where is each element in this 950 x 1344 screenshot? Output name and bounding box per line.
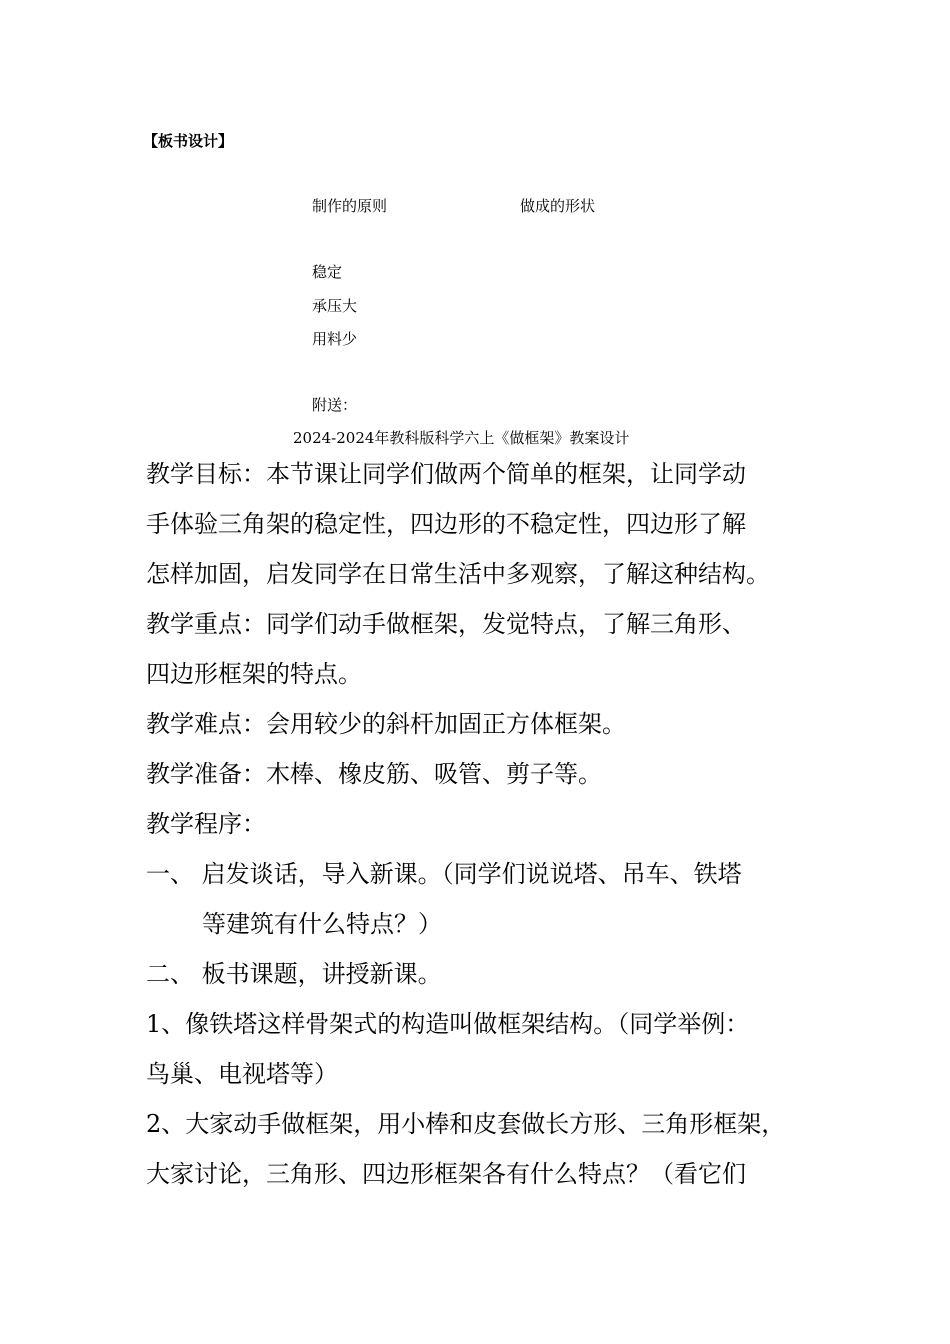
body-line: 大家讨论，三角形、四边形框架各有什么特点？（看它们 bbox=[146, 1160, 746, 1188]
body-line: 四边形框架的特点。 bbox=[146, 660, 362, 688]
body-line: 鸟巢、电视塔等） bbox=[146, 1060, 338, 1088]
board-design-heading: 【板书设计】 bbox=[143, 132, 234, 150]
body-line: 怎样加固，启发同学在日常生活中多观察，了解这种结构。 bbox=[146, 560, 770, 588]
body-line: 教学目标：本节课让同学们做两个简单的框架，让同学动 bbox=[146, 460, 746, 488]
body-line: 一、 启发谈话，导入新课。（同学们说说塔、吊车、铁塔 bbox=[146, 860, 742, 888]
board-item: 稳定 bbox=[312, 263, 343, 281]
appendix-label: 附送： bbox=[312, 396, 358, 414]
body-line: 二、 板书课题，讲授新课。 bbox=[146, 960, 442, 988]
board-item: 承压大 bbox=[312, 297, 358, 315]
board-item: 用料少 bbox=[312, 330, 358, 348]
body-line: 教学重点：同学们动手做框架，发觉特点，了解三角形、 bbox=[146, 610, 746, 638]
body-line: 2、大家动手做框架，用小棒和皮套做长方形、三角形框架， bbox=[146, 1110, 786, 1138]
body-line: 手体验三角架的稳定性，四边形的不稳定性，四边形了解 bbox=[146, 510, 746, 538]
body-line: 教学难点：会用较少的斜杆加固正方体框架。 bbox=[146, 710, 626, 738]
board-col-shape-header: 做成的形状 bbox=[520, 197, 596, 215]
body-line: 等建筑有什么特点？） bbox=[202, 910, 442, 938]
board-col-principle-header: 制作的原则 bbox=[312, 197, 388, 215]
body-line: 1、像铁塔这样骨架式的构造叫做框架结构。（同学举例： bbox=[146, 1010, 750, 1038]
body-line: 教学程序： bbox=[146, 810, 266, 838]
body-line: 教学准备：木棒、橡皮筋、吸管、剪子等。 bbox=[146, 760, 602, 788]
document-title: 2024-2024年教科版科学六上《做框架》教案设计 bbox=[293, 429, 630, 447]
